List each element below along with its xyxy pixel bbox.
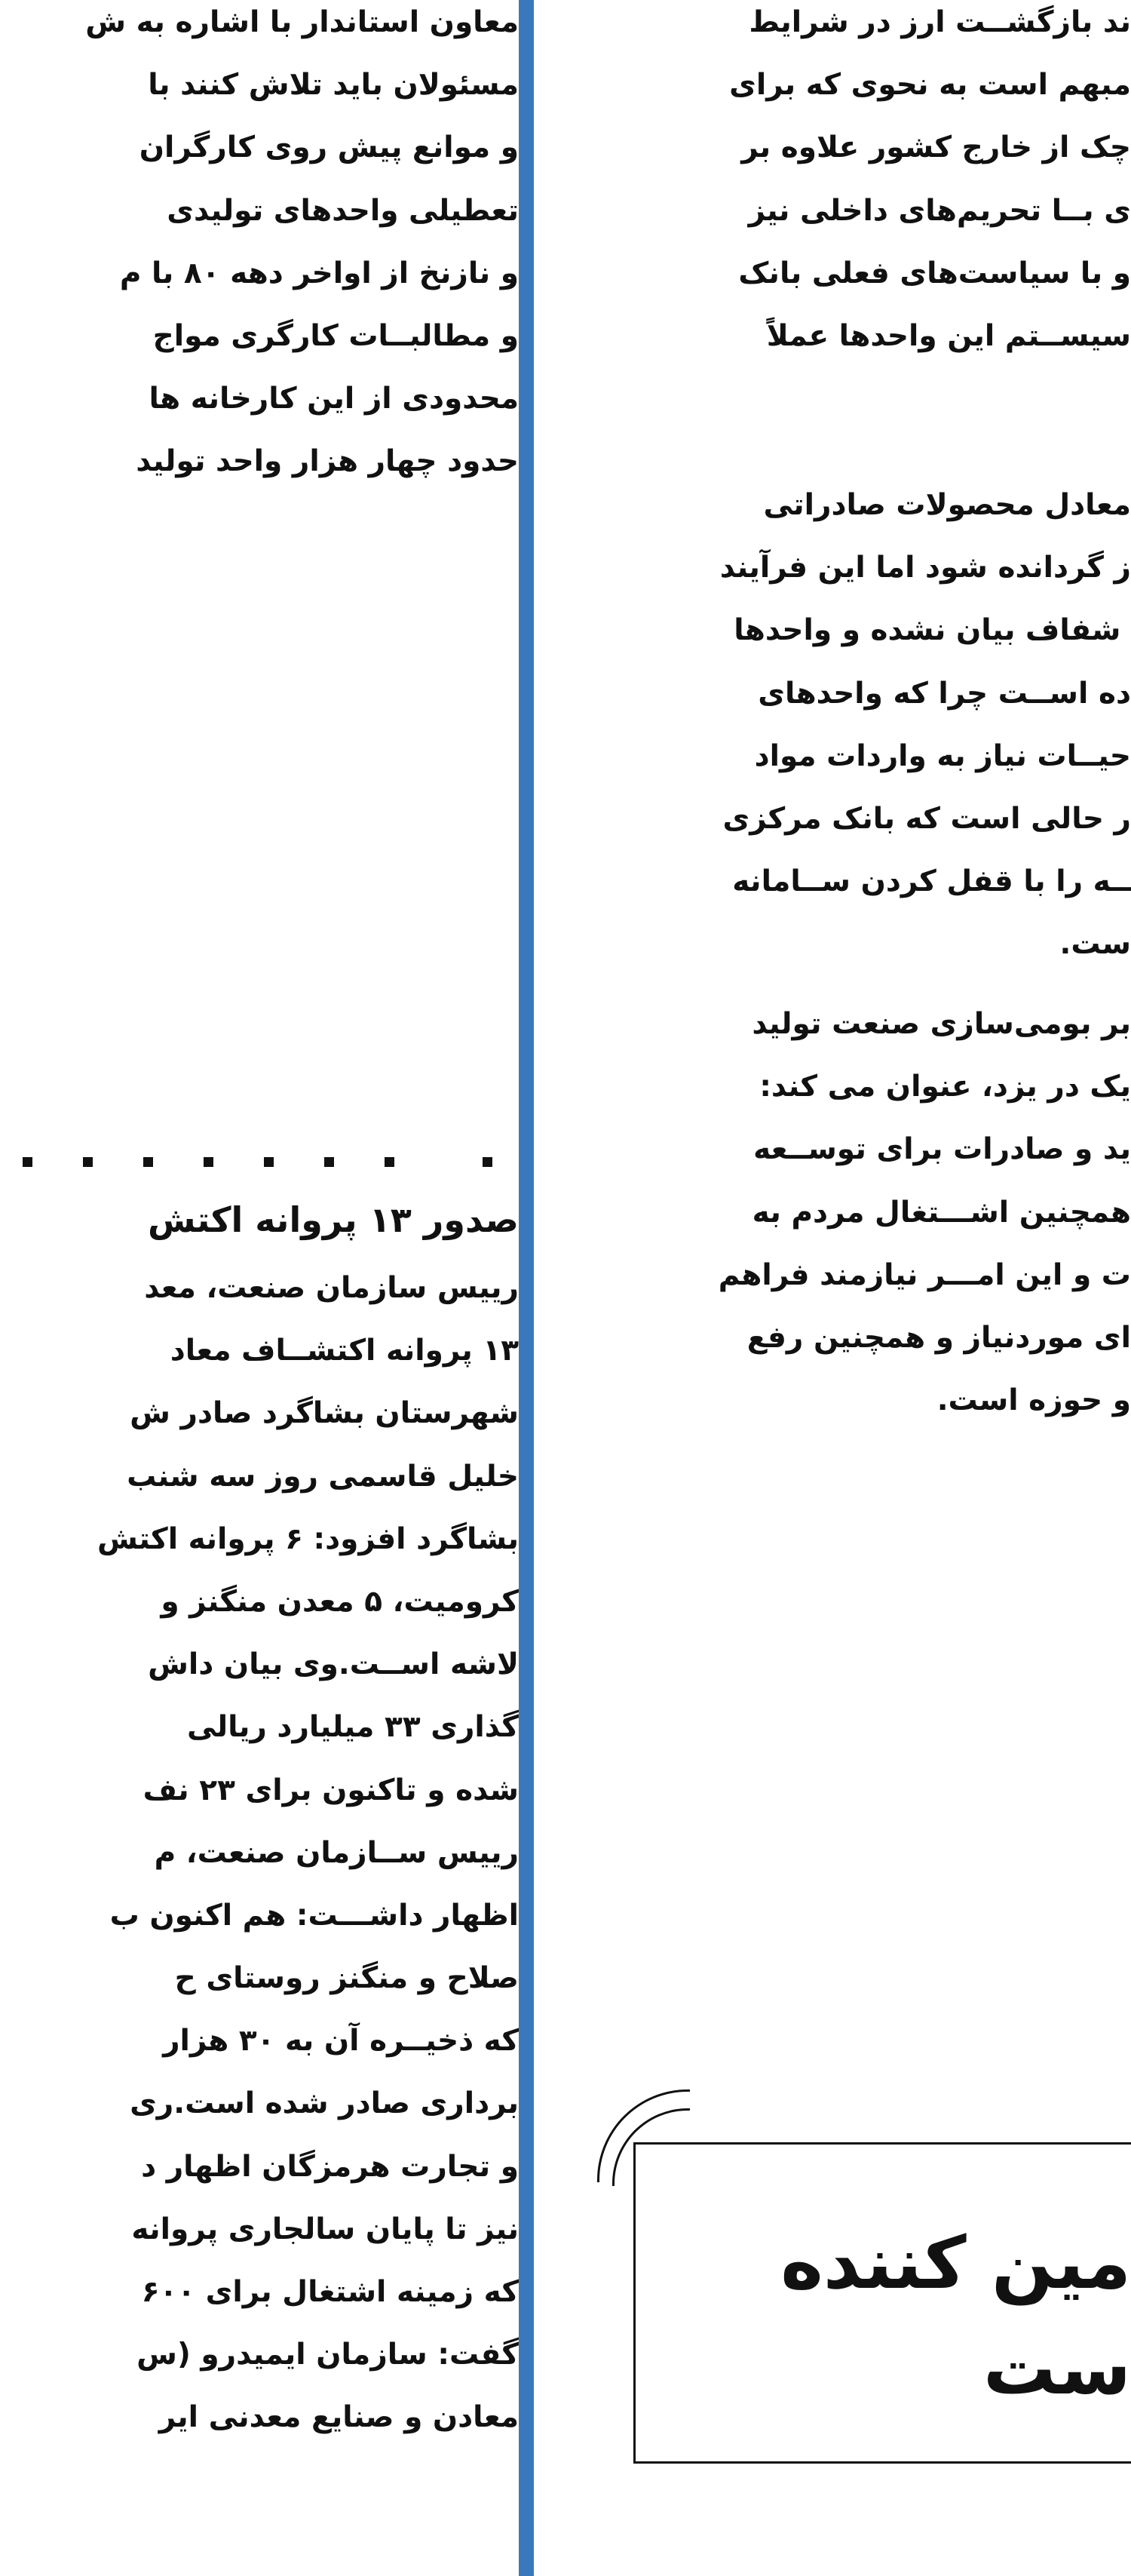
separator-dot bbox=[23, 1157, 32, 1167]
text-line: رییس ســازمان صنعت، م bbox=[154, 1835, 519, 1870]
text-line: برداری صادر شده است.ری bbox=[130, 2086, 519, 2121]
text-line: ز گردانده شود اما این فرآیند bbox=[719, 551, 1131, 585]
text-line: و تجارت هرمزگان اظهار د bbox=[141, 2149, 519, 2184]
box-headline-line-1: مین کننده bbox=[780, 2221, 1131, 2305]
separator-dot bbox=[204, 1157, 213, 1167]
separator-dot bbox=[143, 1157, 153, 1167]
text-line: که ذخیــره آن به ۳۰ هزار bbox=[163, 2024, 519, 2059]
text-line: و با سیاست‌های فعلی بانک bbox=[738, 256, 1131, 290]
text-line: و نازنخ از اواخر دهه ۸۰ با م bbox=[119, 256, 519, 290]
text-line: مسئولان باید تلاش کنند با bbox=[148, 68, 519, 103]
box-headline-line-2: ست bbox=[982, 2326, 1131, 2411]
text-line: و حوزه است. bbox=[936, 1383, 1131, 1418]
text-line: چک از خارج کشور علاوه بر bbox=[741, 130, 1131, 165]
text-line: یک در یزد، عنوان می کند: bbox=[759, 1070, 1131, 1104]
text-line: ر حالی است که بانک مرکزی bbox=[722, 801, 1131, 836]
text-line: سیســتم این واحدها عملاً bbox=[766, 318, 1131, 353]
text-line: لاشه اســت.وی بیان داش bbox=[148, 1647, 519, 1682]
column-divider bbox=[519, 0, 534, 2576]
text-line: معادن و صنایع معدنی ایر bbox=[158, 2400, 519, 2435]
text-line: حدود چهار هزار واحد تولید bbox=[136, 444, 519, 479]
text-line: صلاح و منگنز روستای ح bbox=[174, 1961, 519, 1996]
text-line: ی بــا تحریم‌های داخلی نیز bbox=[748, 193, 1131, 228]
separator-dot bbox=[483, 1157, 492, 1167]
separator-dot bbox=[324, 1157, 334, 1167]
left-article-column-lower bbox=[0, 1257, 519, 2576]
text-line: ند بازگشــت ارز در شرایط bbox=[749, 5, 1131, 39]
text-line: ت و این امـــر نیازمند فراهم bbox=[718, 1257, 1131, 1292]
text-line: رییس سازمان صنعت، معد bbox=[144, 1271, 519, 1305]
separator-dot bbox=[385, 1157, 394, 1167]
text-line: اظهار داشـــت: هم اکنون ب bbox=[109, 1898, 519, 1933]
text-line: و موانع پیش روی کارگران bbox=[139, 130, 519, 165]
text-line: محدودی از این کارخانه ها bbox=[149, 382, 519, 416]
text-line: مبهم است به نحوی که برای bbox=[729, 68, 1131, 103]
separator-dot bbox=[83, 1157, 93, 1167]
text-line: نیز تا پایان سالجاری پروانه bbox=[131, 2212, 519, 2246]
text-line: معاون استاندار با اشاره به ش bbox=[85, 5, 519, 39]
text-line: ــه را با قفل کردن ســامانه bbox=[732, 864, 1131, 899]
text-line: خلیل قاسمی روز سه شنب bbox=[127, 1459, 519, 1494]
text-line: ٔ شفاف بیان نشده و واحدها bbox=[734, 613, 1131, 648]
text-line: حیــات نیاز به واردات مواد bbox=[754, 738, 1131, 773]
text-line: تعطیلی واحدهای تولیدی bbox=[167, 193, 519, 228]
text-line: معادل محصولات صادراتی bbox=[763, 488, 1131, 522]
text-line: گفت: سازمان ایمیدرو (س bbox=[136, 2338, 519, 2372]
text-line: ۱۳ پروانه اکتشــاف معاد bbox=[170, 1334, 519, 1368]
section-heading: صدور ۱۳ پروانه اکتش bbox=[147, 1199, 519, 1240]
text-line: ید و صادرات برای توســعه bbox=[753, 1132, 1131, 1167]
text-line: ده اســت چرا که واحدهای bbox=[758, 676, 1131, 711]
section-dot-separator bbox=[0, 1147, 519, 1177]
text-line: که زمینه اشتغال برای ۶۰۰ bbox=[141, 2275, 519, 2309]
text-line: کرومیت، ۵ معدن منگنز و bbox=[161, 1584, 519, 1619]
text-line: بر بومی‌سازی صنعت تولید bbox=[752, 1007, 1131, 1041]
text-line: گذاری ۳۳ میلیارد ریالی bbox=[187, 1710, 519, 1745]
text-line: و مطالبــات کارگری مواج bbox=[152, 318, 519, 353]
text-line: ست. bbox=[1059, 927, 1131, 962]
text-line: شهرستان بشاگرد صادر ش bbox=[130, 1396, 519, 1431]
text-line: شده و تاکنون برای ۲۳ نف bbox=[143, 1773, 519, 1807]
text-line: همچنین اشـــتغال مردم به bbox=[752, 1195, 1131, 1230]
text-line: بشاگرد افزود: ۶ پروانه اکتش bbox=[97, 1521, 519, 1556]
text-line: ای موردنیاز و همچنین رفع bbox=[746, 1320, 1131, 1355]
separator-dot bbox=[264, 1157, 274, 1167]
